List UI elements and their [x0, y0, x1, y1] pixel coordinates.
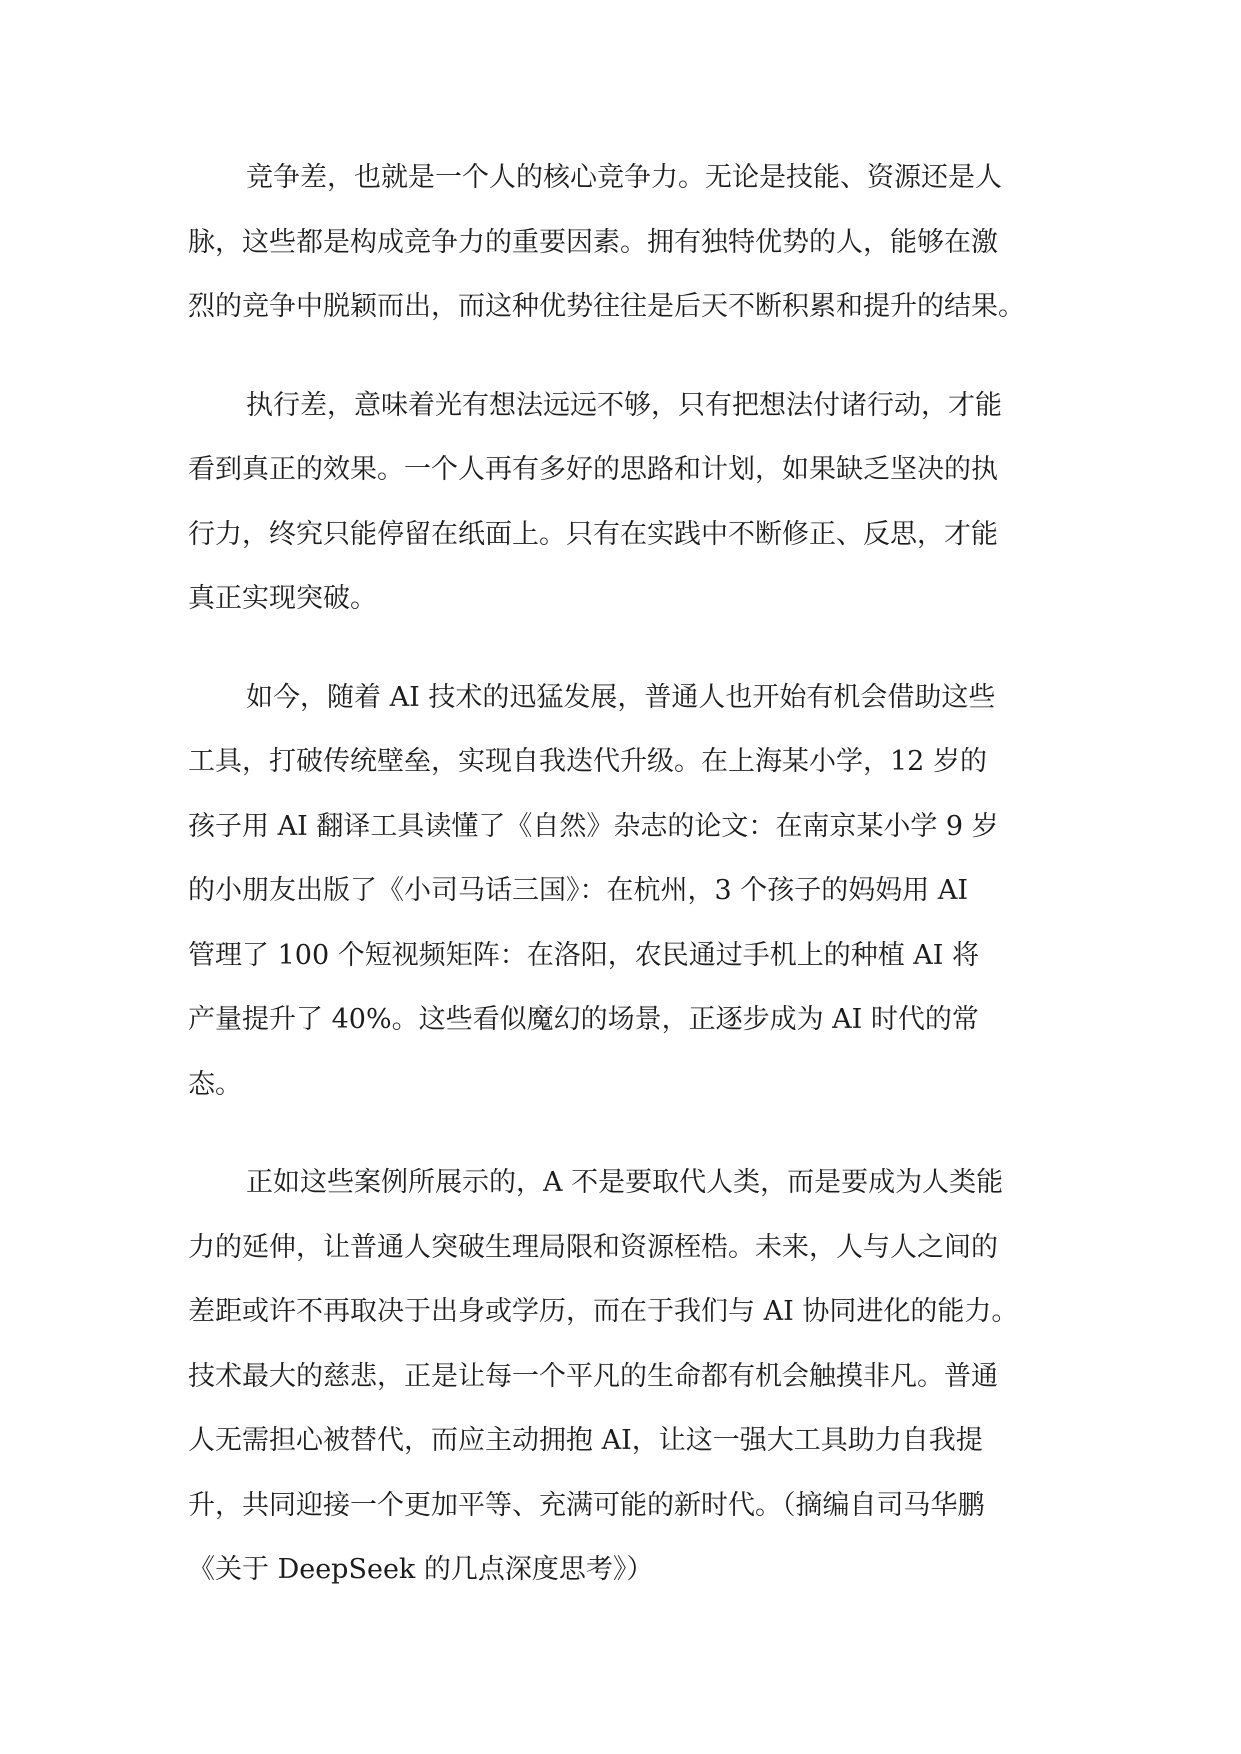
text-line: 执行差，意味着光有想法远远不够，只有把想法付诸行动，才能 — [246, 389, 1002, 421]
text-line: 管理了 100 个短视频矩阵：在洛阳，农民通过手机上的种植 AI 将 — [188, 939, 980, 971]
paragraph-spacer — [188, 352, 1068, 386]
text-line: 差距或许不再取决于出身或学历，而在于我们与 AI 协同进化的能力。 — [188, 1296, 1019, 1327]
text-line: 产量提升了 40%。这些看似魔幻的场景，正逐步成为 AI 时代的常 — [188, 1004, 979, 1035]
text-line: 态。 — [188, 1068, 242, 1100]
text-line: 正如这些案例所展示的，A 不是要取代人类，而是要成为人类能 — [246, 1167, 1004, 1198]
text-line: 脉，这些都是构成竞争力的重要因素。拥有独特优势的人，能够在激 — [188, 226, 998, 258]
text-line: 技术最大的慈悲，正是让每一个平凡的生命都有机会触摸非凡。普通 — [188, 1360, 998, 1392]
text-line: 工具，打破传统壁垒，实现自我迭代升级。在上海某小学，12 岁的 — [188, 746, 987, 777]
text-line: 人无需担心被替代，而应主动拥抱 AI，让这一强大工具助力自我提 — [188, 1425, 983, 1456]
text-column — [188, 158, 1068, 1615]
text-line: 行力，终究只能停留在纸面上。只有在实践中不断修正、反思，才能 — [188, 518, 998, 550]
text-line: 看到真正的效果。一个人再有多好的思路和计划，如果缺乏坚决的执 — [188, 454, 998, 485]
paragraph-ai-examples — [188, 678, 1068, 1130]
text-line: 竞争差，也就是一个人的核心竞争力。无论是技能、资源还是人 — [246, 162, 1002, 193]
paragraph-execution — [188, 386, 1068, 644]
source-citation: 《关于 DeepSeek 的几点深度思考》） — [188, 1554, 654, 1585]
text-line: 烈的竞争中脱颖而出，而这种优势往往是后天不断积累和提升的结果。 — [188, 291, 1025, 322]
paragraph-spacer — [188, 644, 1068, 678]
text-line: 孩子用 AI 翻译工具读懂了《自然》杂志的论文：在南京某小学 9 岁 — [188, 810, 999, 842]
text-line: 真正实现突破。 — [188, 583, 377, 614]
text-line: 如今，随着 AI 技术的迅猛发展，普通人也开始有机会借助这些 — [246, 681, 996, 713]
text-line: 升，共同迎接一个更加平等、充满可能的新时代。（摘编自司马华鹏 — [188, 1489, 985, 1521]
text-line: 的小朋友出版了《小司马话三国》：在杭州，3 个孩子的妈妈用 AI — [188, 875, 969, 906]
paragraph-spacer — [188, 1129, 1068, 1163]
paragraph-competitiveness — [188, 158, 1068, 352]
text-line: 力的延伸，让普通人突破生理局限和资源桎梏。未来，人与人之间的 — [188, 1231, 998, 1263]
paragraph-conclusion — [188, 1163, 1068, 1615]
